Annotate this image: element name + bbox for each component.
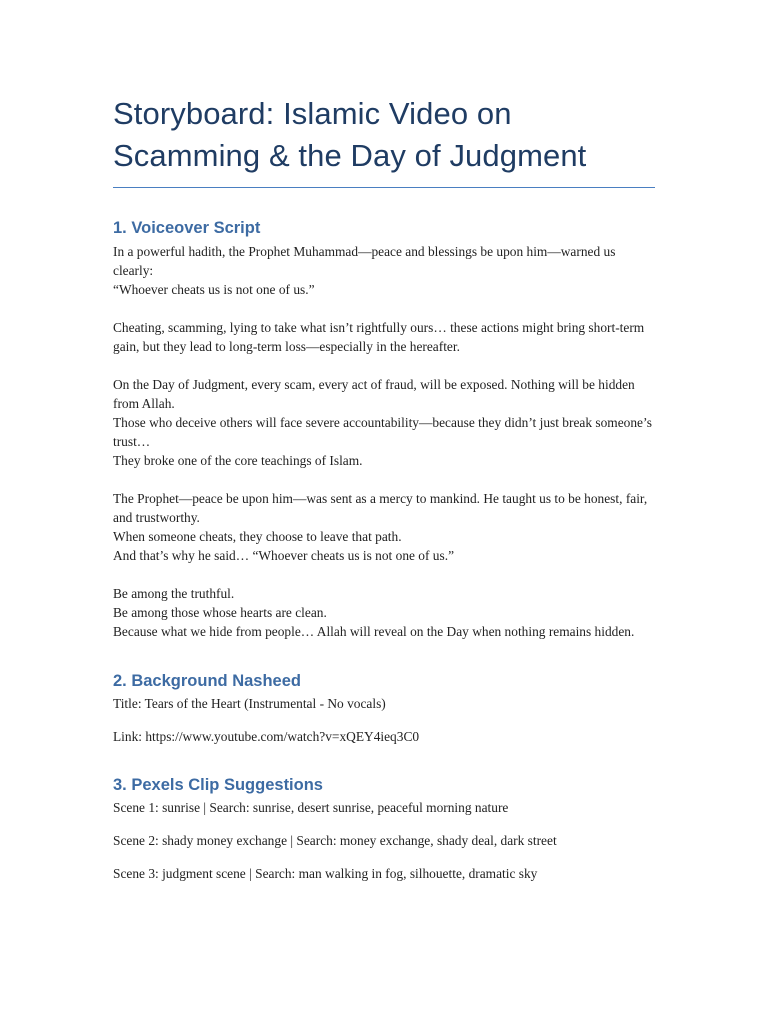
- voiceover-script: [113, 242, 655, 641]
- voiceover-line: Be among those whose hearts are clean.: [113, 605, 327, 620]
- voiceover-line: Those who deceive others will face severe accountability—because they didn’t just break someone’s trust…: [113, 415, 652, 449]
- voiceover-line: The Prophet—peace be upon him—was sent as a mercy to mankind. He taught us to be honest, fair, and trustworthy.: [113, 491, 648, 525]
- voiceover-line: Be among the truthful.: [113, 586, 235, 601]
- document-page: [113, 93, 655, 883]
- voiceover-line: Because what we hide from people… Allah will reveal on the Day when nothing remains hidden.: [113, 624, 635, 639]
- section-heading-voiceover: 1. Voiceover Script: [113, 219, 261, 237]
- document-title: Storyboard: Islamic Video on Scamming & the Day of Judgment: [113, 93, 655, 188]
- section-heading-nasheed: 2. Background Nasheed: [113, 672, 301, 690]
- voiceover-line: On the Day of Judgment, every scam, every act of fraud, will be exposed. Nothing will be hidden from Allah.: [113, 377, 635, 411]
- scene-item: Scene 1: sunrise | Search: sunrise, desert sunrise, peaceful morning nature: [113, 800, 509, 815]
- scene-item: Scene 3: judgment scene | Search: man walking in fog, silhouette, dramatic sky: [113, 866, 538, 881]
- scene-item: Scene 2: shady money exchange | Search: money exchange, shady deal, dark street: [113, 833, 557, 848]
- voiceover-line: “Whoever cheats us is not one of us.”: [113, 282, 315, 297]
- nasheed-title: Title: Tears of the Heart (Instrumental - No vocals): [113, 696, 386, 711]
- nasheed-link: Link: https://www.youtube.com/watch?v=xQEY4ieq3C0: [113, 729, 420, 744]
- voiceover-line: They broke one of the core teachings of Islam.: [113, 453, 363, 468]
- voiceover-line: And that’s why he said… “Whoever cheats us is not one of us.”: [113, 548, 455, 563]
- section-heading-clips: 3. Pexels Clip Suggestions: [113, 776, 323, 794]
- voiceover-line: When someone cheats, they choose to leave that path.: [113, 529, 402, 544]
- voiceover-line: In a powerful hadith, the Prophet Muhammad—peace and blessings be upon him—warned us clearly:: [113, 244, 616, 278]
- voiceover-line: Cheating, scamming, lying to take what isn’t rightfully ours… these actions might bring short-term gain, but they lead to long-term loss—especially in the hereafter.: [113, 320, 645, 354]
